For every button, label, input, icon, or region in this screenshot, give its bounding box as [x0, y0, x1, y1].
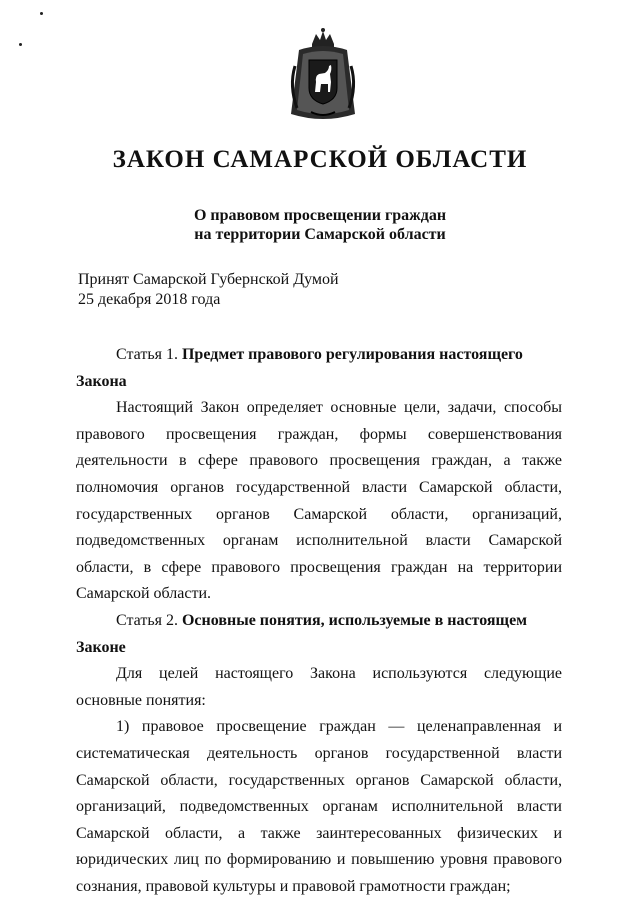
law-subtitle — [0, 206, 640, 244]
article-paragraph: 1) правовое просвещение граждан — целенаправленная и систематическая деятельность органов государственной власти Самарской области, государственных органов Самарской области, организаций, подведомственных органам исполнительной власти Самарской области, а также заинтересованных физических и юридических лиц по формированию и повышению уровня правового сознания, правовой культуры и правовой грамотности граждан; — [76, 718, 562, 895]
article-heading — [76, 608, 562, 661]
law-body — [76, 342, 562, 900]
coat-of-arms-emblem — [285, 26, 361, 126]
subtitle-line: О правовом просвещении граждан — [193, 207, 447, 224]
article-number: Статья 2. — [116, 611, 178, 629]
adoption-date: 25 декабря 2018 года — [78, 291, 221, 308]
document-title: ЗАКОН САМАРСКОЙ ОБЛАСТИ — [112, 146, 528, 173]
article-paragraph: Для целей настоящего Закона используются следующие основные понятия: — [76, 665, 562, 709]
subtitle-line: на территории Самарской области — [194, 226, 446, 243]
article-heading — [76, 342, 562, 395]
article-title: Основные понятия, используемые в настоящем Законе — [76, 611, 528, 656]
adoption-info — [78, 270, 339, 310]
article-paragraph: Настоящий Закон определяет основные цели, задачи, способы правового просвещения граждан, формы совершенствования деятельности в сфере правового просвещения граждан, а также полномочия органов государственной власти Самарской области, государственных органов Самарской области, организаций, подведомственных органам исполнительной власти Самарской области, в сфере правового просвещения граждан на территории Самарской области. — [76, 399, 562, 603]
scan-speck — [19, 43, 22, 46]
scan-speck — [40, 12, 43, 15]
article-number: Статья 1. — [116, 346, 178, 363]
article-title: Предмет правового регулирования настоящего Закона — [76, 346, 523, 390]
adoption-body: Принят Самарской Губернской Думой — [78, 271, 339, 288]
